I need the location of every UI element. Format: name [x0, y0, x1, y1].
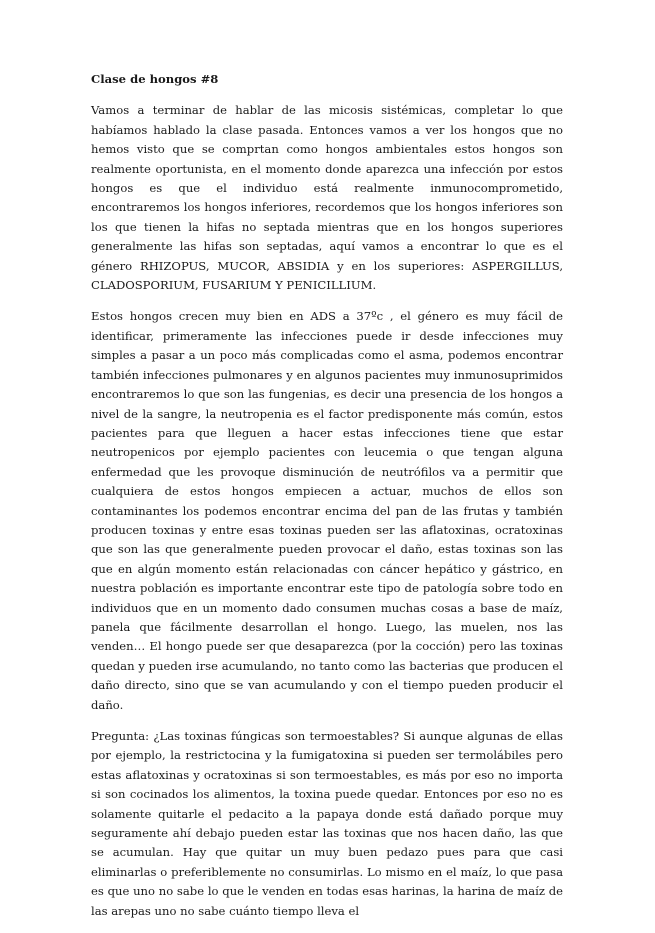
paragraph-3: Pregunta: ¿Las toxinas fúngicas son termoestables? Si aunque algunas de ellas por ejemplo, la restrictocina y la fumigatoxina si pueden ser termolábiles pero estas aflatoxinas y ocratoxinas si son termoestables, es más por eso no importa si son cocinados los alimentos, la toxina puede quedar. Entonces por eso no es solamente quitarle el pedacito a la papaya donde está dañado porque muy seguramente ahí debajo pueden estar las toxinas que nos hacen daño, las que se acumulan. Hay que quitar un muy buen pedazo pues para que casi eliminarlas o preferiblemente no consumirlas. Lo mismo en el maíz, lo que pasa es que uno no sabe lo que le venden en todas esas harinas, la harina de maíz de las arepas uno no sabe cuánto tiempo lleva el — [91, 729, 563, 918]
document-body — [91, 70, 563, 933]
paragraph-1: Vamos a terminar de hablar de las micosis sistémicas, completar lo que habíamos hablado la clase pasada. Entonces vamos a ver los hongos que no hemos visto que se comprtan como hongos ambientales estos hongos son realmente oportunista, en el momento donde aparezca una infección por estos hongos es que el individuo está realmente inmunocomprometido, encontraremos los hongos inferiores, recordemos que los hongos inferiores son los que tienen la hifas no septada mientras que en los hongos superiores generalmente las hifas son septadas, aquí vamos a encontrar lo que es el género RHIZOPUS, MUCOR, ABSIDIA y en los superiores: ASPERGILLUS, CLADOSPORIUM, FUSARIUM Y PENICILLIUM. — [91, 103, 563, 293]
document-title: Clase de hongos #8 — [91, 72, 219, 86]
paragraph-2: Estos hongos crecen muy bien en ADS a 37ºc , el género es muy fácil de identificar, primeramente las infecciones puede ir desde infecciones muy simples a pasar a un poco más complicadas como el asma, podemos encontrar también infecciones pulmonares y en algunos pacientes muy inmunosuprimidos encontraremos lo que son las fungenias, es decir una presencia de los hongos a nivel de la sangre, la neutropenia es el factor predisponente más común, estos pacientes para que lleguen a hacer estas infecciones tiene que estar neutropenicos por ejemplo pacientes con leucemia o que tengan alguna enfermedad que les provoque disminución de neutrófilos va a permitir que cualquiera de estos hongos empiecen a actuar, muchos de ellos son contaminantes los podemos encontrar encima del pan de las frutas y también producen toxinas y entre esas toxinas pueden ser las aflatoxinas, ocratoxinas que son las que generalmente pueden provocar el daño, estas toxinas son las que en algún momento están relacionadas con cáncer hepático y gástrico, en nuestra población es importante encontrar este tipo de patología sobre todo en individuos que en un momento dado consumen muchas cosas a base de maíz, panela que fácilmente desarrollan el hongo. Luego, las muelen, nos las venden… El hongo puede ser que desaparezca (por la cocción) pero las toxinas quedan y pueden irse acumulando, no tanto como las bacterias que producen el daño directo, sino que se van acumulando y con el tiempo pueden producir el daño. — [91, 309, 563, 712]
